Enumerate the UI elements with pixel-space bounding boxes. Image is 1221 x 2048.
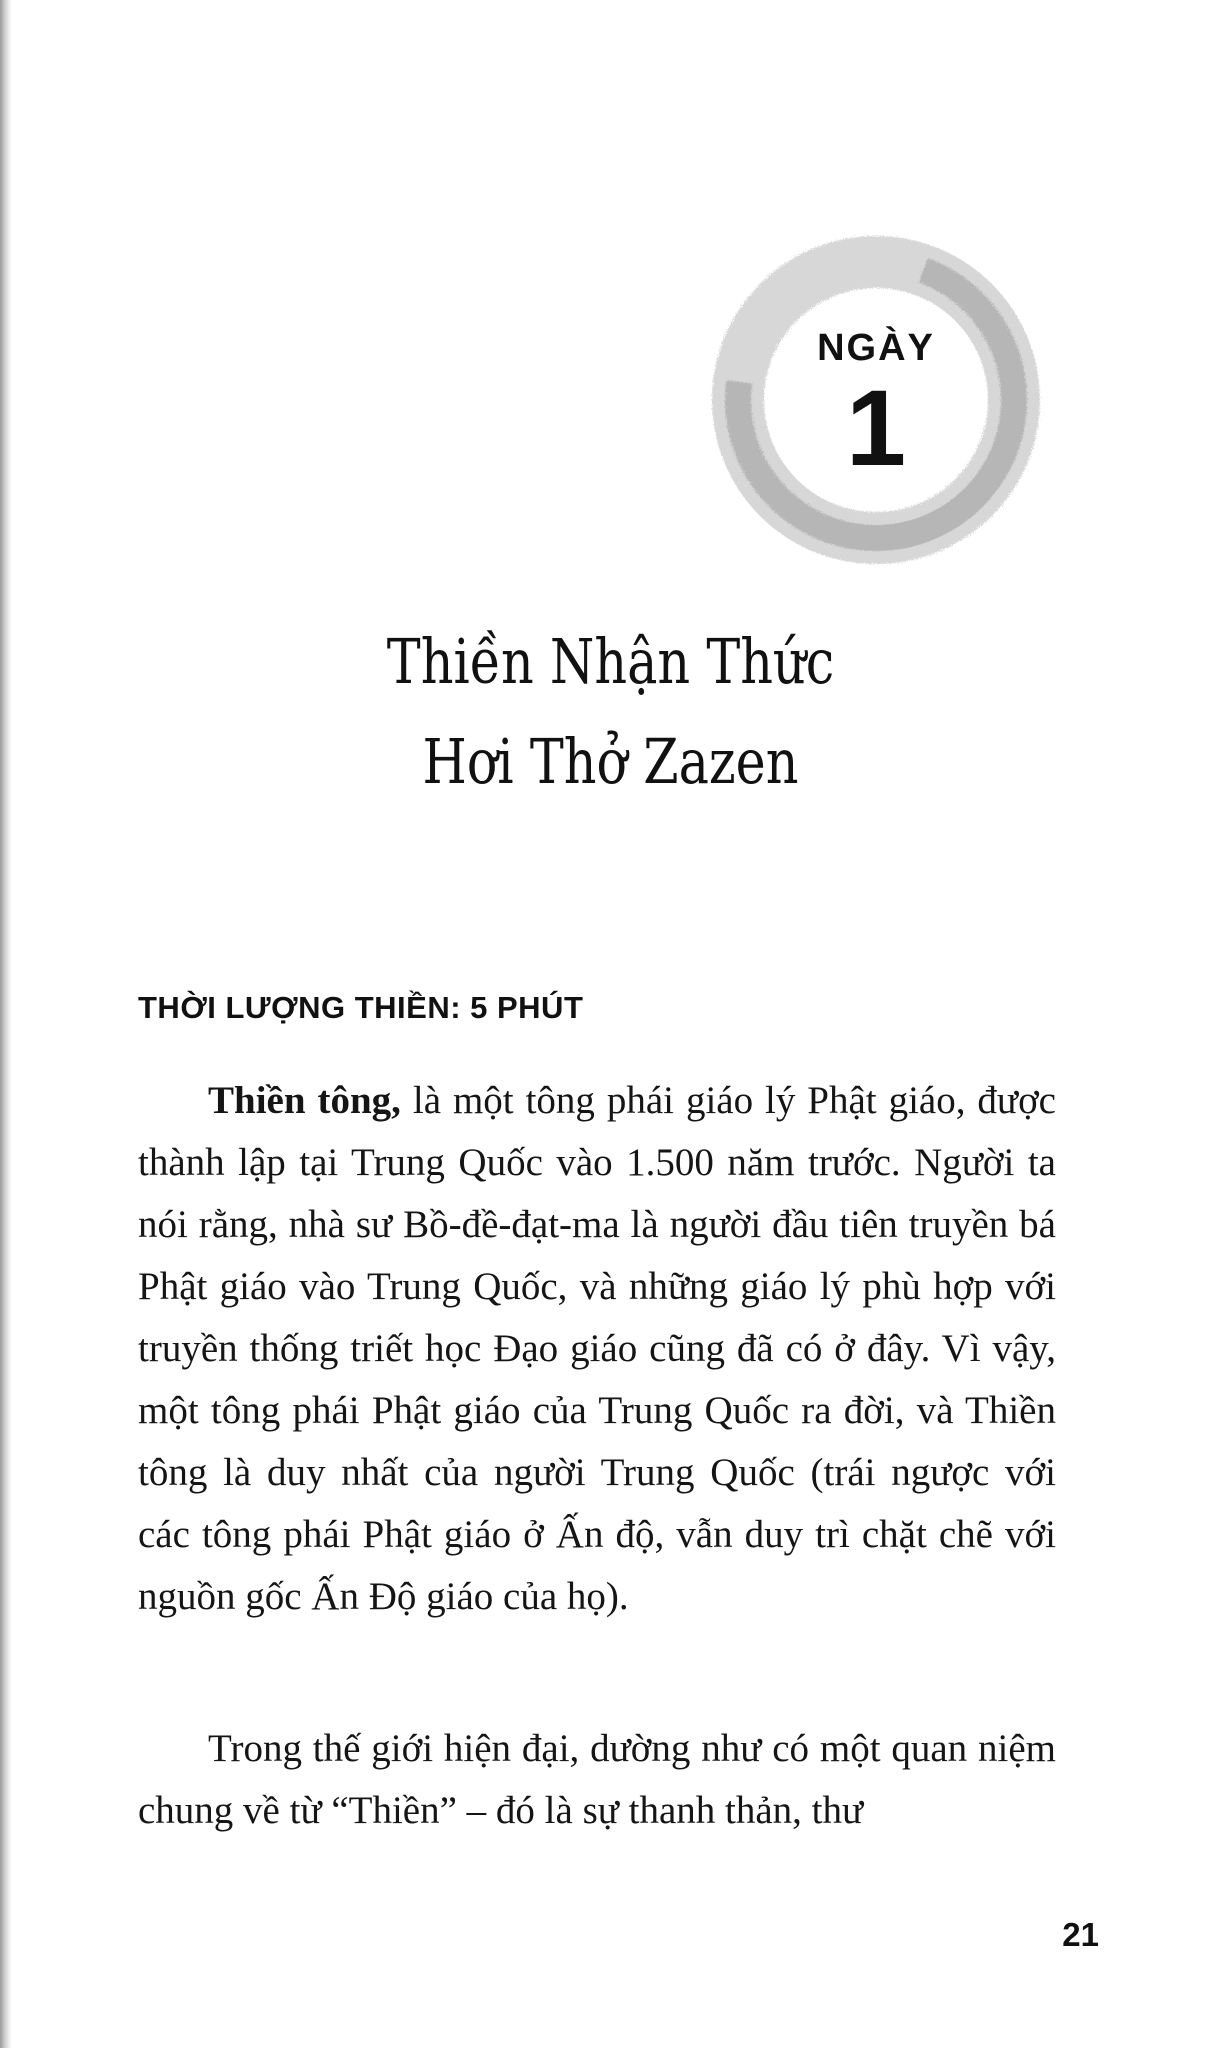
- page-number: 21: [1062, 1916, 1099, 1953]
- chapter-title: [0, 612, 1221, 812]
- chapter-title-line-1: Thiền Nhận Thức: [386, 625, 835, 698]
- chapter-title-line-2: Hơi Thở Zazen: [422, 725, 799, 798]
- badge-day-label: NGÀY: [817, 327, 935, 369]
- paragraph-lead-term: Thiền tông,: [208, 1079, 401, 1122]
- body-paragraph-2: Trong thế giới hiện đại, dường như có một quan niệm chung về từ “Thiền” – đó là sự thanh thản, thư: [138, 1727, 1056, 1832]
- meditation-duration: THỜI LƯỢNG THIỀN: 5 PHÚT: [138, 990, 584, 1025]
- scan-edge: [0, 0, 12, 2048]
- day-badge: [708, 232, 1044, 568]
- paragraph-1-text: là một tông phái giáo lý Phật giáo, được thành lập tại Trung Quốc vào 1.500 năm trước. Người ta nói rằng, nhà sư Bồ-đề-đạt-ma là người đầu tiên truyền bá Phật giáo vào Trung Quốc, và những giáo lý phù hợp với truyền thống triết học Đạo giáo cũng đã có ở đây. Vì vậy, một tông phái Phật giáo của Trung Quốc ra đời, và Thiền tông là duy nhất của người Trung Quốc (trái ngược với các tông phái Phật giáo ở Ấn độ, vẫn duy trì chặt chẽ với nguồn gốc Ấn Độ giáo của họ).: [138, 1079, 1056, 1618]
- badge-day-number: 1: [845, 367, 907, 488]
- body-paragraph-1: [138, 1070, 1056, 1628]
